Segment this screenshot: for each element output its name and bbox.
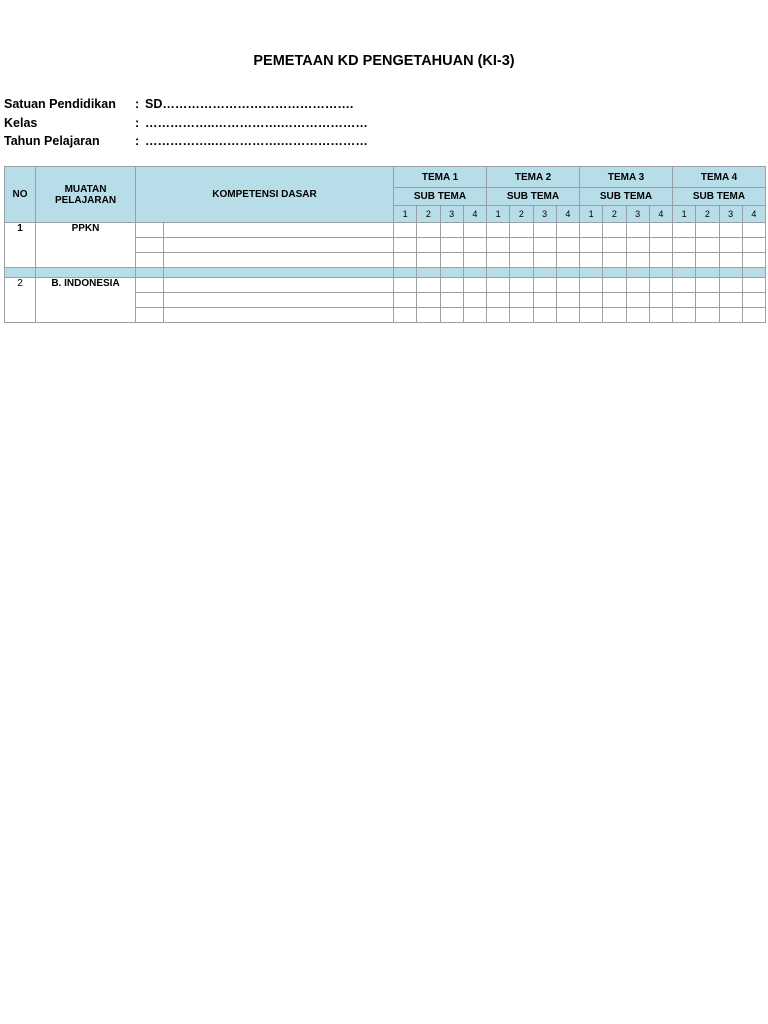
- cell-sub-tema-mark[interactable]: [649, 238, 672, 253]
- sub-number: 1: [673, 206, 696, 223]
- header-tema-2: TEMA 2: [487, 167, 580, 188]
- cell-sub-tema-mark[interactable]: [510, 223, 533, 238]
- separator-cell: [556, 268, 579, 278]
- cell-kompetensi-dasar[interactable]: [164, 293, 394, 308]
- cell-muatan-pelajaran: B. INDONESIA: [36, 278, 136, 323]
- cell-sub-tema-mark[interactable]: [626, 308, 649, 323]
- meta-colon: :: [135, 134, 140, 148]
- cell-sub-tema-mark[interactable]: [580, 308, 603, 323]
- document-meta: [4, 95, 368, 151]
- cell-sub-tema-mark[interactable]: [440, 238, 463, 253]
- separator-cell: [5, 268, 36, 278]
- meta-value: ……………..…………….…………………: [145, 115, 368, 130]
- cell-sub-tema-mark[interactable]: [649, 293, 672, 308]
- cell-sub-tema-mark[interactable]: [649, 253, 672, 268]
- cell-sub-tema-mark[interactable]: [556, 223, 579, 238]
- cell-sub-tema-mark[interactable]: [487, 238, 510, 253]
- cell-sub-tema-mark[interactable]: [394, 223, 417, 238]
- sub-number: 1: [580, 206, 603, 223]
- cell-sub-tema-mark[interactable]: [580, 238, 603, 253]
- cell-sub-tema-mark[interactable]: [510, 253, 533, 268]
- cell-sub-tema-mark[interactable]: [673, 238, 696, 253]
- cell-sub-tema-mark[interactable]: [580, 293, 603, 308]
- sub-number: 4: [649, 206, 672, 223]
- cell-sub-tema-mark[interactable]: [440, 308, 463, 323]
- cell-kompetensi-dasar[interactable]: [164, 308, 394, 323]
- separator-cell: [136, 268, 164, 278]
- page-title: PEMETAAN KD PENGETAHUAN (KI-3): [253, 53, 515, 69]
- cell-sub-tema-mark[interactable]: [696, 238, 719, 253]
- sub-number: 4: [556, 206, 579, 223]
- sub-number: 2: [603, 206, 626, 223]
- separator-cell: [164, 268, 394, 278]
- cell-sub-tema-mark[interactable]: [603, 308, 626, 323]
- cell-sub-tema-mark[interactable]: [533, 223, 556, 238]
- cell-sub-tema-mark[interactable]: [533, 278, 556, 293]
- cell-sub-tema-mark[interactable]: [696, 223, 719, 238]
- separator-cell: [649, 268, 672, 278]
- cell-sub-tema-mark[interactable]: [463, 223, 486, 238]
- sub-number: 2: [696, 206, 719, 223]
- separator-cell: [533, 268, 556, 278]
- cell-sub-tema-mark[interactable]: [673, 278, 696, 293]
- meta-colon: :: [135, 97, 140, 111]
- cell-sub-tema-mark[interactable]: [742, 253, 765, 268]
- cell-sub-tema-mark[interactable]: [556, 238, 579, 253]
- separator-cell: [394, 268, 417, 278]
- meta-value: ……………..…………….…………………: [145, 134, 368, 148]
- cell-kd-number[interactable]: [136, 278, 164, 293]
- kd-table-body: [5, 223, 766, 323]
- cell-kd-number[interactable]: [136, 223, 164, 238]
- meta-value: SD……………………………………….: [145, 97, 354, 111]
- cell-sub-tema-mark[interactable]: [719, 223, 742, 238]
- cell-sub-tema-mark[interactable]: [510, 238, 533, 253]
- separator-cell: [626, 268, 649, 278]
- cell-sub-tema-mark[interactable]: [626, 293, 649, 308]
- cell-sub-tema-mark[interactable]: [603, 253, 626, 268]
- cell-muatan-pelajaran: PPKN: [36, 223, 136, 268]
- cell-sub-tema-mark[interactable]: [556, 293, 579, 308]
- cell-kd-number[interactable]: [136, 293, 164, 308]
- header-tema-3: TEMA 3: [580, 167, 673, 188]
- cell-sub-tema-mark[interactable]: [463, 308, 486, 323]
- cell-sub-tema-mark[interactable]: [603, 278, 626, 293]
- separator-cell: [673, 268, 696, 278]
- cell-sub-tema-mark[interactable]: [533, 253, 556, 268]
- cell-sub-tema-mark[interactable]: [440, 293, 463, 308]
- meta-row-satuan-pendidikan: [4, 95, 368, 114]
- cell-kompetensi-dasar[interactable]: [164, 238, 394, 253]
- cell-sub-tema-mark[interactable]: [487, 223, 510, 238]
- cell-sub-tema-mark[interactable]: [487, 308, 510, 323]
- cell-sub-tema-mark[interactable]: [556, 308, 579, 323]
- header-kompetensi-dasar: KOMPETENSI DASAR: [136, 167, 394, 223]
- cell-sub-tema-mark[interactable]: [580, 253, 603, 268]
- cell-sub-tema-mark[interactable]: [603, 223, 626, 238]
- cell-sub-tema-mark[interactable]: [696, 253, 719, 268]
- cell-sub-tema-mark[interactable]: [580, 278, 603, 293]
- sub-number: 1: [487, 206, 510, 223]
- cell-sub-tema-mark[interactable]: [463, 238, 486, 253]
- cell-sub-tema-mark[interactable]: [673, 253, 696, 268]
- cell-sub-tema-mark[interactable]: [510, 308, 533, 323]
- cell-kompetensi-dasar[interactable]: [164, 223, 394, 238]
- cell-sub-tema-mark[interactable]: [510, 293, 533, 308]
- separator-cell: [742, 268, 765, 278]
- cell-sub-tema-mark[interactable]: [719, 278, 742, 293]
- meta-row-tahun-pelajaran: [4, 132, 368, 151]
- header-row-tema: [5, 167, 766, 188]
- cell-sub-tema-mark[interactable]: [673, 223, 696, 238]
- sub-number: 3: [719, 206, 742, 223]
- sub-number: 4: [463, 206, 486, 223]
- cell-sub-tema-mark[interactable]: [440, 278, 463, 293]
- cell-sub-tema-mark[interactable]: [533, 308, 556, 323]
- sub-number: 3: [440, 206, 463, 223]
- meta-row-kelas: [4, 114, 368, 133]
- cell-sub-tema-mark[interactable]: [626, 223, 649, 238]
- separator-cell: [487, 268, 510, 278]
- cell-sub-tema-mark[interactable]: [533, 238, 556, 253]
- header-no: NO: [5, 167, 36, 223]
- cell-sub-tema-mark[interactable]: [417, 308, 440, 323]
- sub-number: 3: [533, 206, 556, 223]
- cell-sub-tema-mark[interactable]: [719, 308, 742, 323]
- cell-sub-tema-mark[interactable]: [649, 308, 672, 323]
- cell-sub-tema-mark[interactable]: [696, 293, 719, 308]
- sub-number: 2: [417, 206, 440, 223]
- header-sub-tema: SUB TEMA: [673, 188, 766, 206]
- cell-kompetensi-dasar[interactable]: [164, 278, 394, 293]
- cell-sub-tema-mark[interactable]: [417, 238, 440, 253]
- cell-sub-tema-mark[interactable]: [417, 253, 440, 268]
- cell-sub-tema-mark[interactable]: [673, 308, 696, 323]
- cell-sub-tema-mark[interactable]: [556, 253, 579, 268]
- cell-sub-tema-mark[interactable]: [487, 253, 510, 268]
- cell-sub-tema-mark[interactable]: [719, 293, 742, 308]
- cell-sub-tema-mark[interactable]: [440, 253, 463, 268]
- separator-cell: [417, 268, 440, 278]
- cell-sub-tema-mark[interactable]: [394, 253, 417, 268]
- cell-sub-tema-mark[interactable]: [742, 308, 765, 323]
- sub-number: 2: [510, 206, 533, 223]
- cell-sub-tema-mark[interactable]: [580, 223, 603, 238]
- cell-sub-tema-mark[interactable]: [626, 278, 649, 293]
- sub-number: 1: [394, 206, 417, 223]
- cell-sub-tema-mark[interactable]: [626, 253, 649, 268]
- cell-sub-tema-mark[interactable]: [742, 223, 765, 238]
- cell-sub-tema-mark[interactable]: [463, 293, 486, 308]
- separator-cell: [580, 268, 603, 278]
- cell-sub-tema-mark[interactable]: [533, 293, 556, 308]
- cell-sub-tema-mark[interactable]: [417, 278, 440, 293]
- header-tema-1: TEMA 1: [394, 167, 487, 188]
- cell-sub-tema-mark[interactable]: [487, 278, 510, 293]
- cell-sub-tema-mark[interactable]: [440, 223, 463, 238]
- cell-sub-tema-mark[interactable]: [673, 293, 696, 308]
- cell-sub-tema-mark[interactable]: [719, 238, 742, 253]
- kd-mapping-table: [4, 166, 766, 323]
- separator-cell: [696, 268, 719, 278]
- cell-no: 1: [5, 223, 36, 268]
- cell-sub-tema-mark[interactable]: [394, 278, 417, 293]
- header-muatan-pelajaran: MUATAN PELAJARAN: [36, 167, 136, 223]
- table-row: [5, 278, 766, 293]
- meta-label: Kelas: [4, 115, 38, 130]
- sub-number: 4: [742, 206, 765, 223]
- separator-cell: [440, 268, 463, 278]
- sub-number: 3: [626, 206, 649, 223]
- meta-label: Satuan Pendidikan: [4, 97, 116, 111]
- cell-kompetensi-dasar[interactable]: [164, 253, 394, 268]
- cell-sub-tema-mark[interactable]: [603, 293, 626, 308]
- cell-sub-tema-mark[interactable]: [603, 238, 626, 253]
- meta-label: Tahun Pelajaran: [4, 134, 100, 148]
- cell-sub-tema-mark[interactable]: [417, 223, 440, 238]
- cell-sub-tema-mark[interactable]: [463, 278, 486, 293]
- separator-cell: [510, 268, 533, 278]
- cell-sub-tema-mark[interactable]: [463, 253, 486, 268]
- cell-sub-tema-mark[interactable]: [649, 223, 672, 238]
- cell-sub-tema-mark[interactable]: [510, 278, 533, 293]
- cell-sub-tema-mark[interactable]: [696, 308, 719, 323]
- cell-kd-number[interactable]: [136, 238, 164, 253]
- cell-sub-tema-mark[interactable]: [394, 308, 417, 323]
- cell-sub-tema-mark[interactable]: [394, 293, 417, 308]
- meta-colon: :: [135, 115, 140, 130]
- cell-sub-tema-mark[interactable]: [742, 238, 765, 253]
- cell-sub-tema-mark[interactable]: [487, 293, 510, 308]
- header-sub-tema: SUB TEMA: [487, 188, 580, 206]
- subject-separator-row: [5, 268, 766, 278]
- cell-sub-tema-mark[interactable]: [417, 293, 440, 308]
- cell-sub-tema-mark[interactable]: [626, 238, 649, 253]
- separator-cell: [463, 268, 486, 278]
- separator-cell: [603, 268, 626, 278]
- separator-cell: [719, 268, 742, 278]
- header-sub-tema: SUB TEMA: [580, 188, 673, 206]
- cell-sub-tema-mark[interactable]: [742, 293, 765, 308]
- cell-sub-tema-mark[interactable]: [719, 253, 742, 268]
- cell-no: 2: [5, 278, 36, 323]
- cell-sub-tema-mark[interactable]: [742, 278, 765, 293]
- cell-sub-tema-mark[interactable]: [649, 278, 672, 293]
- cell-sub-tema-mark[interactable]: [696, 278, 719, 293]
- table-row: [5, 223, 766, 238]
- cell-kd-number[interactable]: [136, 308, 164, 323]
- cell-sub-tema-mark[interactable]: [394, 238, 417, 253]
- cell-kd-number[interactable]: [136, 253, 164, 268]
- header-sub-tema: SUB TEMA: [394, 188, 487, 206]
- separator-cell: [36, 268, 136, 278]
- cell-sub-tema-mark[interactable]: [556, 278, 579, 293]
- header-tema-4: TEMA 4: [673, 167, 766, 188]
